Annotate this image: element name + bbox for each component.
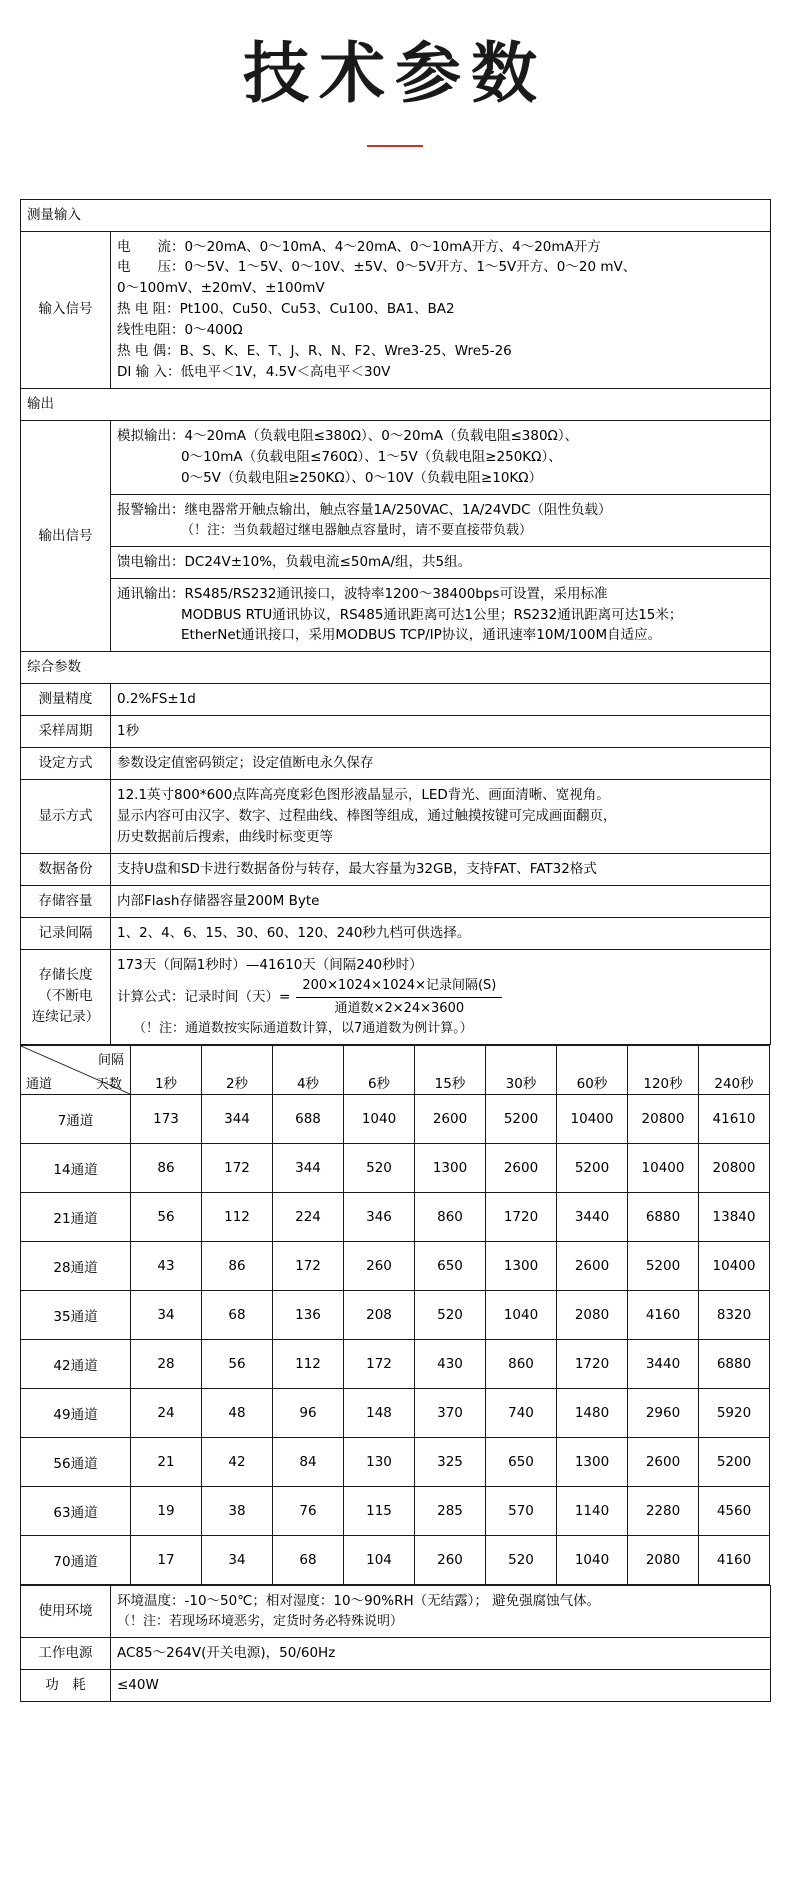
table-row bbox=[21, 853, 771, 885]
table-row bbox=[21, 885, 771, 917]
matrix-cell: 34 bbox=[131, 1290, 202, 1339]
analog-output-line: 0～5V（负载电阻≥250KΩ）、0～10V（负载电阻≥10KΩ） bbox=[181, 469, 543, 486]
matrix-col-header: 4秒 bbox=[273, 1045, 344, 1094]
value-power-output bbox=[111, 546, 771, 578]
matrix-col-header: 240秒 bbox=[699, 1045, 770, 1094]
matrix-cell: 2080 bbox=[557, 1290, 628, 1339]
input-row-key: 电 流： bbox=[117, 238, 185, 255]
matrix-cell: 172 bbox=[344, 1339, 415, 1388]
matrix-row-header: 70通道 bbox=[21, 1535, 131, 1584]
matrix-cell: 370 bbox=[415, 1388, 486, 1437]
value-analog-output bbox=[111, 420, 771, 494]
matrix-cell: 20800 bbox=[699, 1143, 770, 1192]
table-row bbox=[21, 652, 771, 684]
table-row bbox=[21, 1535, 770, 1584]
matrix-cell: 3440 bbox=[557, 1192, 628, 1241]
matrix-cell: 4160 bbox=[699, 1535, 770, 1584]
section-measure-input: 测量输入 bbox=[21, 199, 771, 231]
matrix-cell: 650 bbox=[415, 1241, 486, 1290]
value-working-power: AC85～264V(开关电源)，50/60Hz bbox=[111, 1638, 771, 1670]
table-row bbox=[21, 1143, 770, 1192]
matrix-cell: 1720 bbox=[486, 1192, 557, 1241]
matrix-cell: 2600 bbox=[415, 1094, 486, 1143]
matrix-cell: 3440 bbox=[628, 1339, 699, 1388]
power-output-line: DC24V±10%，负载电流≤50mA/组，共5组。 bbox=[184, 553, 472, 570]
table-row bbox=[21, 1585, 771, 1637]
value-sampling-period: 1秒 bbox=[111, 716, 771, 748]
matrix-col-header: 2秒 bbox=[202, 1045, 273, 1094]
table-row bbox=[21, 684, 771, 716]
storage-length-line: 连续记录） bbox=[31, 1009, 100, 1026]
matrix-cell: 19 bbox=[131, 1486, 202, 1535]
value-alarm-output bbox=[111, 494, 771, 546]
power-output-key: 馈电输出： bbox=[117, 553, 185, 570]
display-line: 12.1英寸800*600点阵高亮度彩色图形液晶显示，LED背光、画面清晰、宽视角。 bbox=[117, 787, 610, 804]
matrix-col-header: 15秒 bbox=[415, 1045, 486, 1094]
table-row bbox=[21, 1638, 771, 1670]
label-display-method: 显示方式 bbox=[21, 780, 111, 854]
matrix-cell: 430 bbox=[415, 1339, 486, 1388]
input-row-value: 0～100mV、±20mV、±100mV bbox=[117, 280, 325, 297]
matrix-cell: 260 bbox=[415, 1535, 486, 1584]
matrix-cell: 56 bbox=[131, 1192, 202, 1241]
matrix-row-header: 7通道 bbox=[21, 1094, 131, 1143]
matrix-cell: 740 bbox=[486, 1388, 557, 1437]
storage-length-top: 173天（间隔1秒时）—41610天（间隔240秒时） bbox=[117, 956, 423, 973]
matrix-col-header: 120秒 bbox=[628, 1045, 699, 1094]
matrix-cell: 10400 bbox=[699, 1241, 770, 1290]
storage-length-matrix bbox=[20, 1045, 770, 1585]
matrix-cell: 21 bbox=[131, 1437, 202, 1486]
label-power-consumption: 功 耗 bbox=[21, 1669, 111, 1701]
matrix-cell: 5200 bbox=[699, 1437, 770, 1486]
table-row bbox=[21, 1388, 770, 1437]
comm-output-line: EtherNet通讯接口，采用MODBUS TCP/IP协议，通讯速率10M/100M自适应。 bbox=[181, 627, 662, 644]
matrix-cell: 260 bbox=[344, 1241, 415, 1290]
table-row bbox=[21, 949, 771, 1044]
comm-output-key: 通讯输出： bbox=[117, 585, 185, 602]
label-storage-length bbox=[21, 949, 111, 1044]
matrix-cell: 136 bbox=[273, 1290, 344, 1339]
section-comprehensive: 综合参数 bbox=[21, 652, 771, 684]
matrix-cell: 570 bbox=[486, 1486, 557, 1535]
matrix-cell: 1480 bbox=[557, 1388, 628, 1437]
matrix-corner-interval: 间隔 bbox=[97, 1052, 124, 1068]
input-row-key: 线性电阻： bbox=[117, 322, 185, 339]
input-row-key: 热 电 偶： bbox=[117, 343, 180, 360]
table-row bbox=[21, 199, 771, 231]
matrix-cell: 5920 bbox=[699, 1388, 770, 1437]
environment-note: （！注：若现场环境恶劣，定货时务必特殊说明） bbox=[117, 1613, 404, 1629]
input-row-value: Pt100、Cu50、Cu53、Cu100、BA1、BA2 bbox=[179, 301, 455, 318]
matrix-col-header: 1秒 bbox=[131, 1045, 202, 1094]
table-row bbox=[21, 1192, 770, 1241]
table-row bbox=[21, 780, 771, 854]
matrix-cell: 5200 bbox=[628, 1241, 699, 1290]
display-line: 显示内容可由汉字、数字、过程曲线、棒图等组成，通过触摸按键可完成画面翻页， bbox=[117, 808, 617, 825]
matrix-corner-channel: 通道 bbox=[26, 1076, 53, 1092]
matrix-col-header: 30秒 bbox=[486, 1045, 557, 1094]
table-row bbox=[21, 420, 771, 494]
storage-length-line: 存储长度 bbox=[38, 967, 93, 984]
matrix-cell: 860 bbox=[415, 1192, 486, 1241]
specification-table bbox=[20, 199, 771, 1045]
alarm-output-key: 报警输出： bbox=[117, 501, 185, 518]
value-power-consumption: ≤40W bbox=[111, 1669, 771, 1701]
label-record-interval: 记录间隔 bbox=[21, 917, 111, 949]
table-row bbox=[21, 716, 771, 748]
matrix-cell: 112 bbox=[273, 1339, 344, 1388]
matrix-cell: 344 bbox=[202, 1094, 273, 1143]
matrix-cell: 68 bbox=[273, 1535, 344, 1584]
matrix-cell: 688 bbox=[273, 1094, 344, 1143]
matrix-cell: 172 bbox=[202, 1143, 273, 1192]
matrix-cell: 38 bbox=[202, 1486, 273, 1535]
value-data-backup: 支持U盘和SD卡进行数据备份与转存，最大容量为32GB，支持FAT、FAT32格式 bbox=[111, 853, 771, 885]
table-row bbox=[21, 388, 771, 420]
analog-output-key: 模拟输出： bbox=[117, 427, 185, 444]
page-title: 技术参数 bbox=[243, 35, 547, 112]
matrix-cell: 1300 bbox=[415, 1143, 486, 1192]
matrix-cell: 2600 bbox=[486, 1143, 557, 1192]
analog-output-line: 4～20mA（负载电阻≤380Ω）、0～20mA（负载电阻≤380Ω）、 bbox=[184, 427, 579, 444]
matrix-row-header: 42通道 bbox=[21, 1339, 131, 1388]
comm-output-line: MODBUS RTU通讯协议，RS485通讯距离可达1公里；RS232通讯距离可达15米； bbox=[181, 606, 683, 623]
value-setting-method: 参数设定值密码锁定；设定值断电永久保存 bbox=[111, 748, 771, 780]
matrix-cell: 285 bbox=[415, 1486, 486, 1535]
matrix-cell: 325 bbox=[415, 1437, 486, 1486]
label-setting-method: 设定方式 bbox=[21, 748, 111, 780]
input-row-key: DI 输 入： bbox=[117, 364, 181, 381]
input-row-value: 0～400Ω bbox=[184, 322, 243, 339]
matrix-cell: 48 bbox=[202, 1388, 273, 1437]
matrix-cell: 76 bbox=[273, 1486, 344, 1535]
matrix-cell: 84 bbox=[273, 1437, 344, 1486]
matrix-cell: 4160 bbox=[628, 1290, 699, 1339]
matrix-cell: 115 bbox=[344, 1486, 415, 1535]
matrix-col-header: 60秒 bbox=[557, 1045, 628, 1094]
matrix-cell: 650 bbox=[486, 1437, 557, 1486]
matrix-cell: 13840 bbox=[699, 1192, 770, 1241]
formula-note: （！注：通道数按实际通道数计算，以7通道数为例计算。） bbox=[133, 1020, 473, 1036]
table-row bbox=[21, 546, 771, 578]
matrix-cell: 10400 bbox=[557, 1094, 628, 1143]
matrix-row-header: 63通道 bbox=[21, 1486, 131, 1535]
matrix-cell: 172 bbox=[273, 1241, 344, 1290]
matrix-cell: 2600 bbox=[628, 1437, 699, 1486]
input-row-value: 0～20mA、0～10mA、4～20mA、0～10mA开方、4～20mA开方 bbox=[184, 238, 601, 255]
matrix-cell: 56 bbox=[202, 1339, 273, 1388]
matrix-cell: 5200 bbox=[486, 1094, 557, 1143]
matrix-cell: 41610 bbox=[699, 1094, 770, 1143]
matrix-cell: 112 bbox=[202, 1192, 273, 1241]
table-row bbox=[21, 1339, 770, 1388]
matrix-cell: 2960 bbox=[628, 1388, 699, 1437]
label-input-signal: 输入信号 bbox=[21, 231, 111, 388]
storage-formula bbox=[117, 976, 764, 1019]
input-row-value: B、S、K、E、T、J、R、N、F2、Wre3-25、Wre5-26 bbox=[179, 343, 512, 360]
value-operating-environment bbox=[111, 1585, 771, 1637]
matrix-cell: 520 bbox=[415, 1290, 486, 1339]
table-row bbox=[21, 578, 771, 652]
matrix-cell: 860 bbox=[486, 1339, 557, 1388]
formula-denominator: 通道数×2×24×3600 bbox=[334, 1000, 465, 1016]
formula-numerator: 200×1024×1024×记录间隔(S) bbox=[296, 976, 502, 998]
matrix-cell: 96 bbox=[273, 1388, 344, 1437]
matrix-cell: 43 bbox=[131, 1241, 202, 1290]
value-accuracy: 0.2%FS±1d bbox=[111, 684, 771, 716]
matrix-corner-days: 天数 bbox=[95, 1076, 122, 1092]
matrix-cell: 6880 bbox=[628, 1192, 699, 1241]
label-operating-environment: 使用环境 bbox=[21, 1585, 111, 1637]
matrix-cell: 520 bbox=[344, 1143, 415, 1192]
value-record-interval: 1、2、4、6、15、30、60、120、240秒九档可供选择。 bbox=[111, 917, 771, 949]
value-display-method bbox=[111, 780, 771, 854]
table-row bbox=[21, 748, 771, 780]
matrix-cell: 68 bbox=[202, 1290, 273, 1339]
value-storage-capacity: 内部Flash存储器容量200M Byte bbox=[111, 885, 771, 917]
matrix-cell: 5200 bbox=[557, 1143, 628, 1192]
matrix-cell: 224 bbox=[273, 1192, 344, 1241]
matrix-cell: 2080 bbox=[628, 1535, 699, 1584]
matrix-row-header: 49通道 bbox=[21, 1388, 131, 1437]
storage-length-line: （不断电 bbox=[38, 988, 93, 1005]
matrix-cell: 4560 bbox=[699, 1486, 770, 1535]
matrix-cell: 28 bbox=[131, 1339, 202, 1388]
matrix-cell: 1040 bbox=[557, 1535, 628, 1584]
matrix-cell: 173 bbox=[131, 1094, 202, 1143]
table-row bbox=[21, 494, 771, 546]
matrix-cell: 344 bbox=[273, 1143, 344, 1192]
input-row-value: 低电平＜1V，4.5V＜高电平＜30V bbox=[180, 364, 391, 381]
matrix-cell: 520 bbox=[486, 1535, 557, 1584]
table-row bbox=[21, 231, 771, 388]
title-divider bbox=[367, 145, 423, 147]
alarm-output-note: （！注：当负载超过继电器触点容量时，请不要直接带负载） bbox=[181, 522, 533, 538]
matrix-cell: 8320 bbox=[699, 1290, 770, 1339]
matrix-cell: 104 bbox=[344, 1535, 415, 1584]
table-row bbox=[21, 1486, 770, 1535]
matrix-row-header: 35通道 bbox=[21, 1290, 131, 1339]
matrix-cell: 86 bbox=[131, 1143, 202, 1192]
matrix-row-header: 14通道 bbox=[21, 1143, 131, 1192]
comm-output-line: RS485/RS232通讯接口，波特率1200～38400bps可设置，采用标准 bbox=[184, 585, 608, 602]
matrix-cell: 6880 bbox=[699, 1339, 770, 1388]
matrix-cell: 1140 bbox=[557, 1486, 628, 1535]
input-row-value: 0～5V、1～5V、0～10V、±5V、0～5V开方、1～5V开方、0～20 mV、 bbox=[184, 259, 637, 276]
table-row bbox=[21, 1094, 770, 1143]
alarm-output-line: 继电器常开触点输出，触点容量1A/250VAC、1A/24VDC（阻性负载） bbox=[184, 501, 612, 518]
matrix-row-header: 56通道 bbox=[21, 1437, 131, 1486]
label-storage-capacity: 存储容量 bbox=[21, 885, 111, 917]
matrix-row-header: 21通道 bbox=[21, 1192, 131, 1241]
label-working-power: 工作电源 bbox=[21, 1638, 111, 1670]
spec-tables bbox=[0, 157, 790, 1732]
matrix-cell: 130 bbox=[344, 1437, 415, 1486]
matrix-corner-cell bbox=[21, 1045, 131, 1094]
formula-fraction bbox=[296, 976, 502, 1019]
table-row bbox=[21, 1669, 771, 1701]
input-row-key: 热 电 阻： bbox=[117, 301, 180, 318]
matrix-cell: 1720 bbox=[557, 1339, 628, 1388]
matrix-cell: 34 bbox=[202, 1535, 273, 1584]
matrix-cell: 1300 bbox=[557, 1437, 628, 1486]
table-row bbox=[21, 1241, 770, 1290]
matrix-cell: 10400 bbox=[628, 1143, 699, 1192]
value-input-signal bbox=[111, 231, 771, 388]
environment-line: 环境温度：-10～50℃；相对湿度：10～90%RH（无结露）； 避免强腐蚀气体。 bbox=[117, 1592, 601, 1609]
label-data-backup: 数据备份 bbox=[21, 853, 111, 885]
matrix-col-header: 6秒 bbox=[344, 1045, 415, 1094]
table-row bbox=[21, 1045, 770, 1094]
label-output-signal: 输出信号 bbox=[21, 420, 111, 652]
title-block bbox=[0, 0, 790, 157]
label-sampling-period: 采样周期 bbox=[21, 716, 111, 748]
matrix-cell: 2600 bbox=[557, 1241, 628, 1290]
matrix-cell: 86 bbox=[202, 1241, 273, 1290]
value-storage-length bbox=[111, 949, 771, 1044]
matrix-cell: 1040 bbox=[486, 1290, 557, 1339]
table-row bbox=[21, 1290, 770, 1339]
table-row bbox=[21, 1437, 770, 1486]
matrix-cell: 346 bbox=[344, 1192, 415, 1241]
matrix-cell: 1040 bbox=[344, 1094, 415, 1143]
display-line: 历史数据前后搜索，曲线时标变更等 bbox=[117, 828, 333, 845]
formula-lead: 计算公式：记录时间（天）= bbox=[117, 988, 291, 1005]
matrix-cell: 17 bbox=[131, 1535, 202, 1584]
label-accuracy: 测量精度 bbox=[21, 684, 111, 716]
matrix-cell: 148 bbox=[344, 1388, 415, 1437]
matrix-cell: 1300 bbox=[486, 1241, 557, 1290]
matrix-cell: 2280 bbox=[628, 1486, 699, 1535]
section-output: 输出 bbox=[21, 388, 771, 420]
value-comm-output bbox=[111, 578, 771, 652]
environment-table bbox=[20, 1585, 771, 1702]
table-row bbox=[21, 917, 771, 949]
analog-output-line: 0～10mA（负载电阻≤760Ω）、1～5V（负载电阻≥250KΩ）、 bbox=[181, 448, 562, 465]
input-row-key: 电 压： bbox=[117, 259, 185, 276]
matrix-cell: 208 bbox=[344, 1290, 415, 1339]
matrix-cell: 42 bbox=[202, 1437, 273, 1486]
matrix-cell: 24 bbox=[131, 1388, 202, 1437]
matrix-cell: 20800 bbox=[628, 1094, 699, 1143]
matrix-row-header: 28通道 bbox=[21, 1241, 131, 1290]
